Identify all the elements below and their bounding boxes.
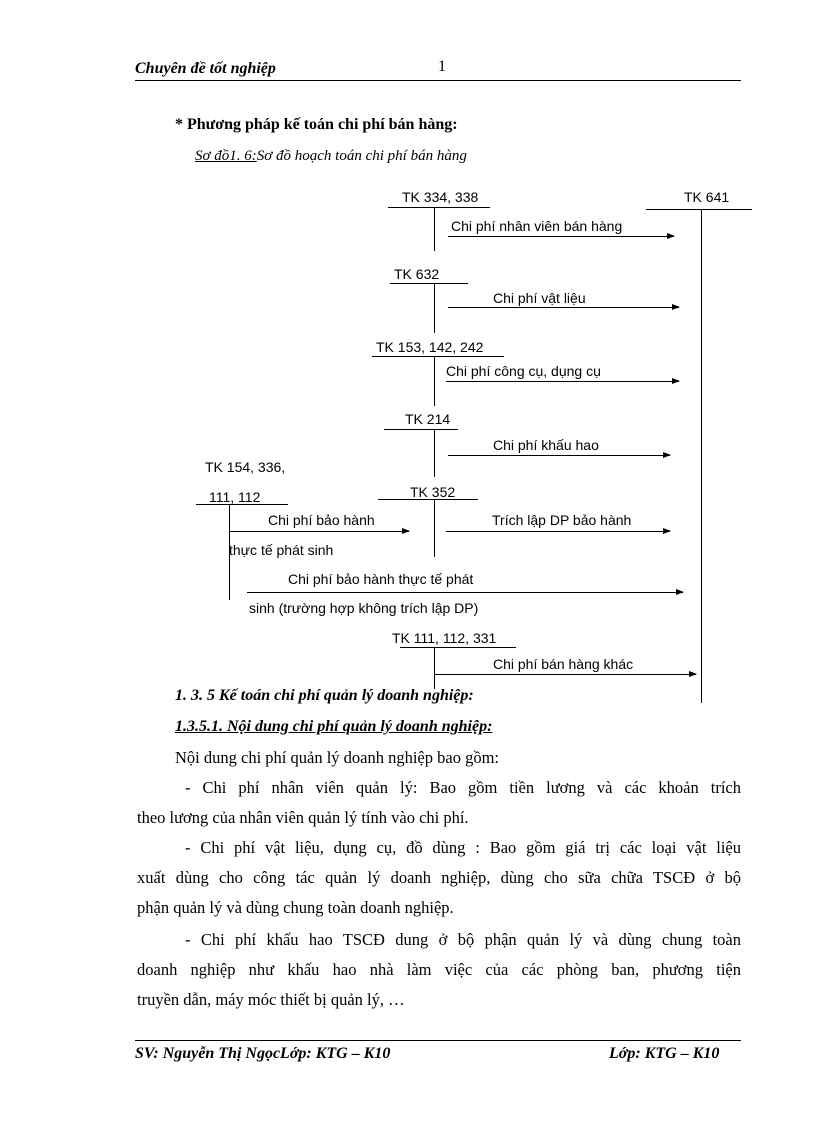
- arrow8: [434, 674, 696, 675]
- footer-student: SV: Nguyễn Thị NgọcLớp: KTG – K10: [135, 1045, 391, 1062]
- paragraph-1-line1: - Chi phí nhân viên quản lý: Bao gồm tiền lương và các khoản trích: [185, 778, 741, 797]
- footer-rule: [135, 1040, 741, 1041]
- footer-class: Lớp: KTG – K10: [609, 1045, 720, 1062]
- tk334-axis: [434, 207, 435, 251]
- page-number: 1: [438, 58, 446, 75]
- paragraph-1-line2: theo lương của nhân viên quản lý tính vào chi phí.: [137, 808, 469, 827]
- tk154-label-line1: TK 154, 336,: [205, 459, 286, 475]
- tk214-axis: [434, 429, 435, 477]
- tk641-axis: [701, 209, 702, 703]
- tk111-label: TK 111, 112, 331: [392, 630, 497, 646]
- tk641-rule: [646, 209, 752, 210]
- tk641-label: TK 641: [684, 189, 730, 205]
- tk154-rule: [196, 504, 288, 505]
- arrow1-label: Chi phí nhân viên bán hàng: [451, 218, 623, 234]
- tk153-axis: [434, 356, 435, 406]
- paragraph-intro: Nội dung chi phí quản lý doanh nghiệp bao gồm:: [175, 748, 499, 767]
- paragraph-3-line1: - Chi phí khấu hao TSCĐ dung ở bộ phận quản lý và dùng chung toàn: [185, 930, 741, 949]
- header-rule: [135, 80, 741, 81]
- tk632-axis: [434, 283, 435, 333]
- tk153-label: TK 153, 142, 242: [376, 339, 484, 355]
- tk352-axis: [434, 499, 435, 557]
- tk352-rule: [378, 499, 478, 500]
- heading-1-3-5-1: 1.3.5.1. Nội dung chi phí quản lý doanh nghiệp:: [175, 718, 493, 735]
- arrow5-label-line2: thực tế phát sinh: [229, 542, 334, 558]
- section-title: * Phương pháp kế toán chi phí bán hàng:: [175, 116, 458, 133]
- tk111-rule: [400, 647, 516, 648]
- caption-text: Sơ đồ hoạch toán chi phí bán hàng: [256, 148, 467, 164]
- arrow2-label: Chi phí vật liệu: [493, 290, 586, 306]
- caption-label: Sơ đồ1. 6:: [195, 148, 257, 164]
- tk111-axis: [434, 647, 435, 689]
- tk334-label: TK 334, 338: [402, 189, 479, 205]
- arrow4: [448, 455, 670, 456]
- arrow5: [229, 531, 409, 532]
- arrow8-label: Chi phí bán hàng khác: [493, 656, 634, 672]
- tk154-label-line2: 111, 112: [209, 489, 261, 505]
- tk334-rule: [388, 207, 490, 208]
- tk153-rule: [372, 356, 504, 357]
- tk632-rule: [390, 283, 468, 284]
- arrow5-label: Chi phí bảo hành: [268, 512, 375, 528]
- tk632-label: TK 632: [394, 266, 440, 282]
- arrow1: [448, 236, 674, 237]
- paragraph-2-line1: - Chi phí vật liệu, dụng cụ, đồ dùng : Bao gồm giá trị các loại vật liệu: [185, 838, 741, 857]
- arrow7-label-line2: sinh (trường hợp không trích lập DP): [249, 600, 479, 616]
- arrow6-label: Trích lập DP bảo hành: [492, 512, 632, 528]
- arrow7: [247, 592, 683, 593]
- paragraph-2-line3: phận quản lý và dùng chung toàn doanh nghiệp.: [137, 898, 454, 917]
- arrow2: [448, 307, 679, 308]
- paragraph-2-line2: xuất dùng cho công tác quản lý doanh nghiệp, dùng cho sữa chữa TSCĐ ở bộ: [137, 868, 741, 887]
- heading-1-3-5: 1. 3. 5 Kế toán chi phí quản lý doanh nghiệp:: [175, 687, 474, 704]
- arrow7-label: Chi phí bảo hành thực tế phát: [288, 571, 474, 587]
- paragraph-3-line3: truyền dẫn, máy móc thiết bị quản lý, …: [137, 990, 405, 1009]
- arrow3: [446, 381, 679, 382]
- arrow3-label: Chi phí công cụ, dụng cụ: [446, 363, 601, 379]
- header-title: Chuyên đề tốt nghiệp: [135, 60, 276, 77]
- diagram-caption: [195, 148, 467, 165]
- tk352-label: TK 352: [410, 484, 456, 500]
- tk214-rule: [384, 429, 458, 430]
- tk214-label: TK 214: [405, 411, 451, 427]
- paragraph-3-line2: doanh nghiệp như khấu hao nhà làm việc của các phòng ban, phương tiện: [137, 960, 741, 979]
- arrow4-label: Chi phí khấu hao: [493, 437, 599, 453]
- arrow6: [446, 531, 670, 532]
